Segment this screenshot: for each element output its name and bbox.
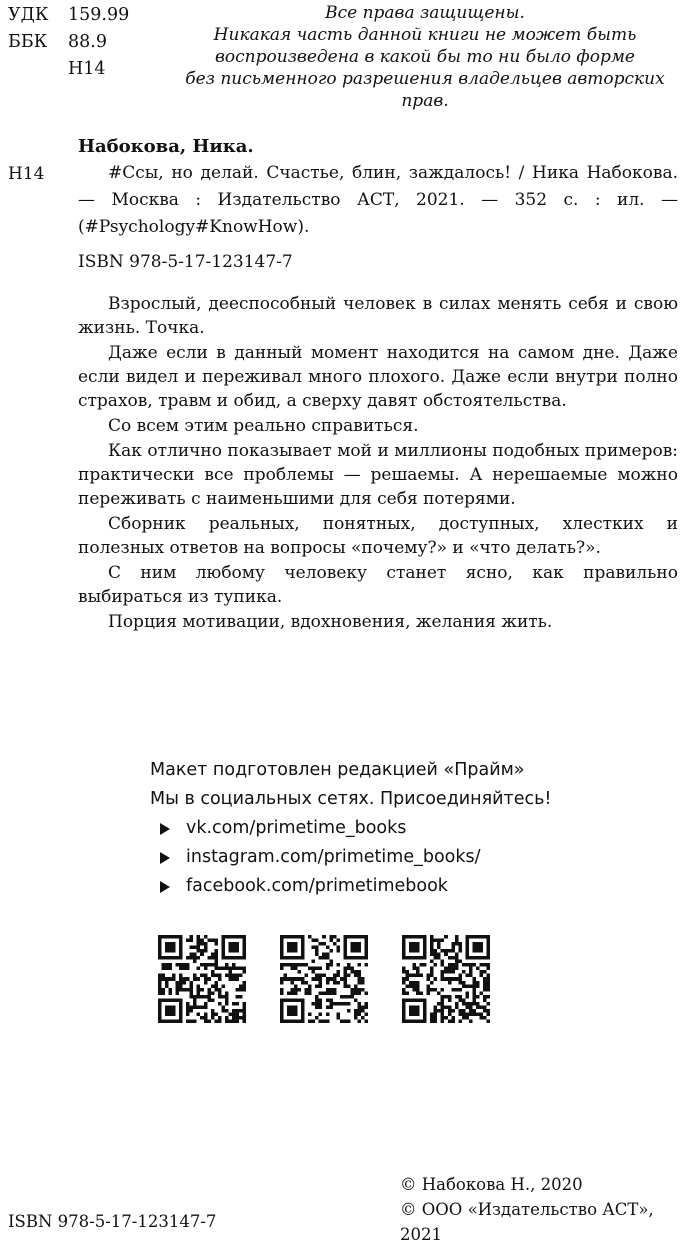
bibliographic-record: #Ссы, но делай. Счастье, блин, заждалось! / Ника Набокова. — Москва : Издательство АСТ, 2021. — 352 с. : ил. — (#Psychology#KnowHow).: [78, 163, 678, 237]
rights-line: Никакая часть данной книги не может быть: [213, 25, 637, 45]
footer-isbn: ISBN 978-5-17-123147-7: [8, 1212, 217, 1231]
social-link-text[interactable]: instagram.com/primetime_books/: [186, 847, 481, 867]
qr-code-icon[interactable]: [402, 935, 490, 1023]
bbk-label: ББК: [8, 32, 48, 52]
social-invite: Мы в социальных сетях. Присоединяйтесь!: [150, 789, 552, 809]
qr-code-icon[interactable]: [280, 935, 368, 1023]
social-link-vk[interactable]: [150, 814, 551, 843]
copyright: [400, 1172, 680, 1247]
social-block: [150, 756, 551, 901]
annotation: [78, 292, 678, 635]
prepared-by: Макет подготовлен редакцией «Прайм»: [150, 760, 525, 780]
social-link-text[interactable]: vk.com/primetime_books: [186, 818, 407, 838]
rights-line: без письменного разрешения владельцев авторских прав.: [185, 69, 665, 111]
rights-line: воспроизведена в какой бы то ни было форме: [215, 47, 635, 67]
author-mark: Н14: [68, 59, 106, 79]
social-link-text[interactable]: facebook.com/primetimebook: [186, 876, 448, 896]
rights-notice: [175, 2, 675, 112]
bibliography-code: Н14: [8, 164, 45, 184]
social-link-instagram[interactable]: [150, 843, 551, 872]
author-name: Набокова, Ника.: [78, 136, 254, 157]
annotation-paragraph: С ним любому человеку станет ясно, как правильно выбираться из тупика.: [78, 563, 678, 607]
qr-codes: [158, 935, 490, 1023]
annotation-paragraph: Как отлично показывает мой и миллионы подобных примеров: практически все проблемы — решаемы. А нерешаемые можно переживать с наименьшими для себя потерями.: [78, 441, 678, 509]
annotation-paragraph: Со всем этим реально справиться.: [108, 416, 419, 436]
annotation-paragraph: Даже если в данный момент находится на самом дне. Даже если видел и переживал много плохого. Даже если внутри полно страхов, травм и обид, а сверху давят обстоятельства.: [78, 343, 678, 411]
annotation-paragraph: Порция мотивации, вдохновения, желания жить.: [108, 612, 553, 632]
udk-label: УДК: [8, 5, 49, 25]
triangle-bullet-icon: [160, 881, 170, 893]
annotation-paragraph: Взрослый, дееспособный человек в силах менять себя и свою жизнь. Точка.: [78, 294, 678, 338]
social-link-facebook[interactable]: [150, 872, 551, 901]
annotation-paragraph: Сборник реальных, понятных, доступных, хлестких и полезных ответов на вопросы «почему?» и «что делать?».: [78, 514, 678, 558]
isbn: ISBN 978-5-17-123147-7: [78, 252, 293, 272]
copyright-publisher: © ООО «Издательство АСТ», 2021: [400, 1200, 654, 1244]
classification-codes: [8, 2, 129, 83]
udk-value: 159.99: [68, 5, 130, 25]
copyright-author: © Набокова Н., 2020: [400, 1175, 583, 1194]
triangle-bullet-icon: [160, 852, 170, 864]
rights-line: Все права защищены.: [325, 3, 525, 23]
bbk-value: 88.9: [68, 32, 107, 52]
triangle-bullet-icon: [160, 823, 170, 835]
qr-code-icon[interactable]: [158, 935, 246, 1023]
